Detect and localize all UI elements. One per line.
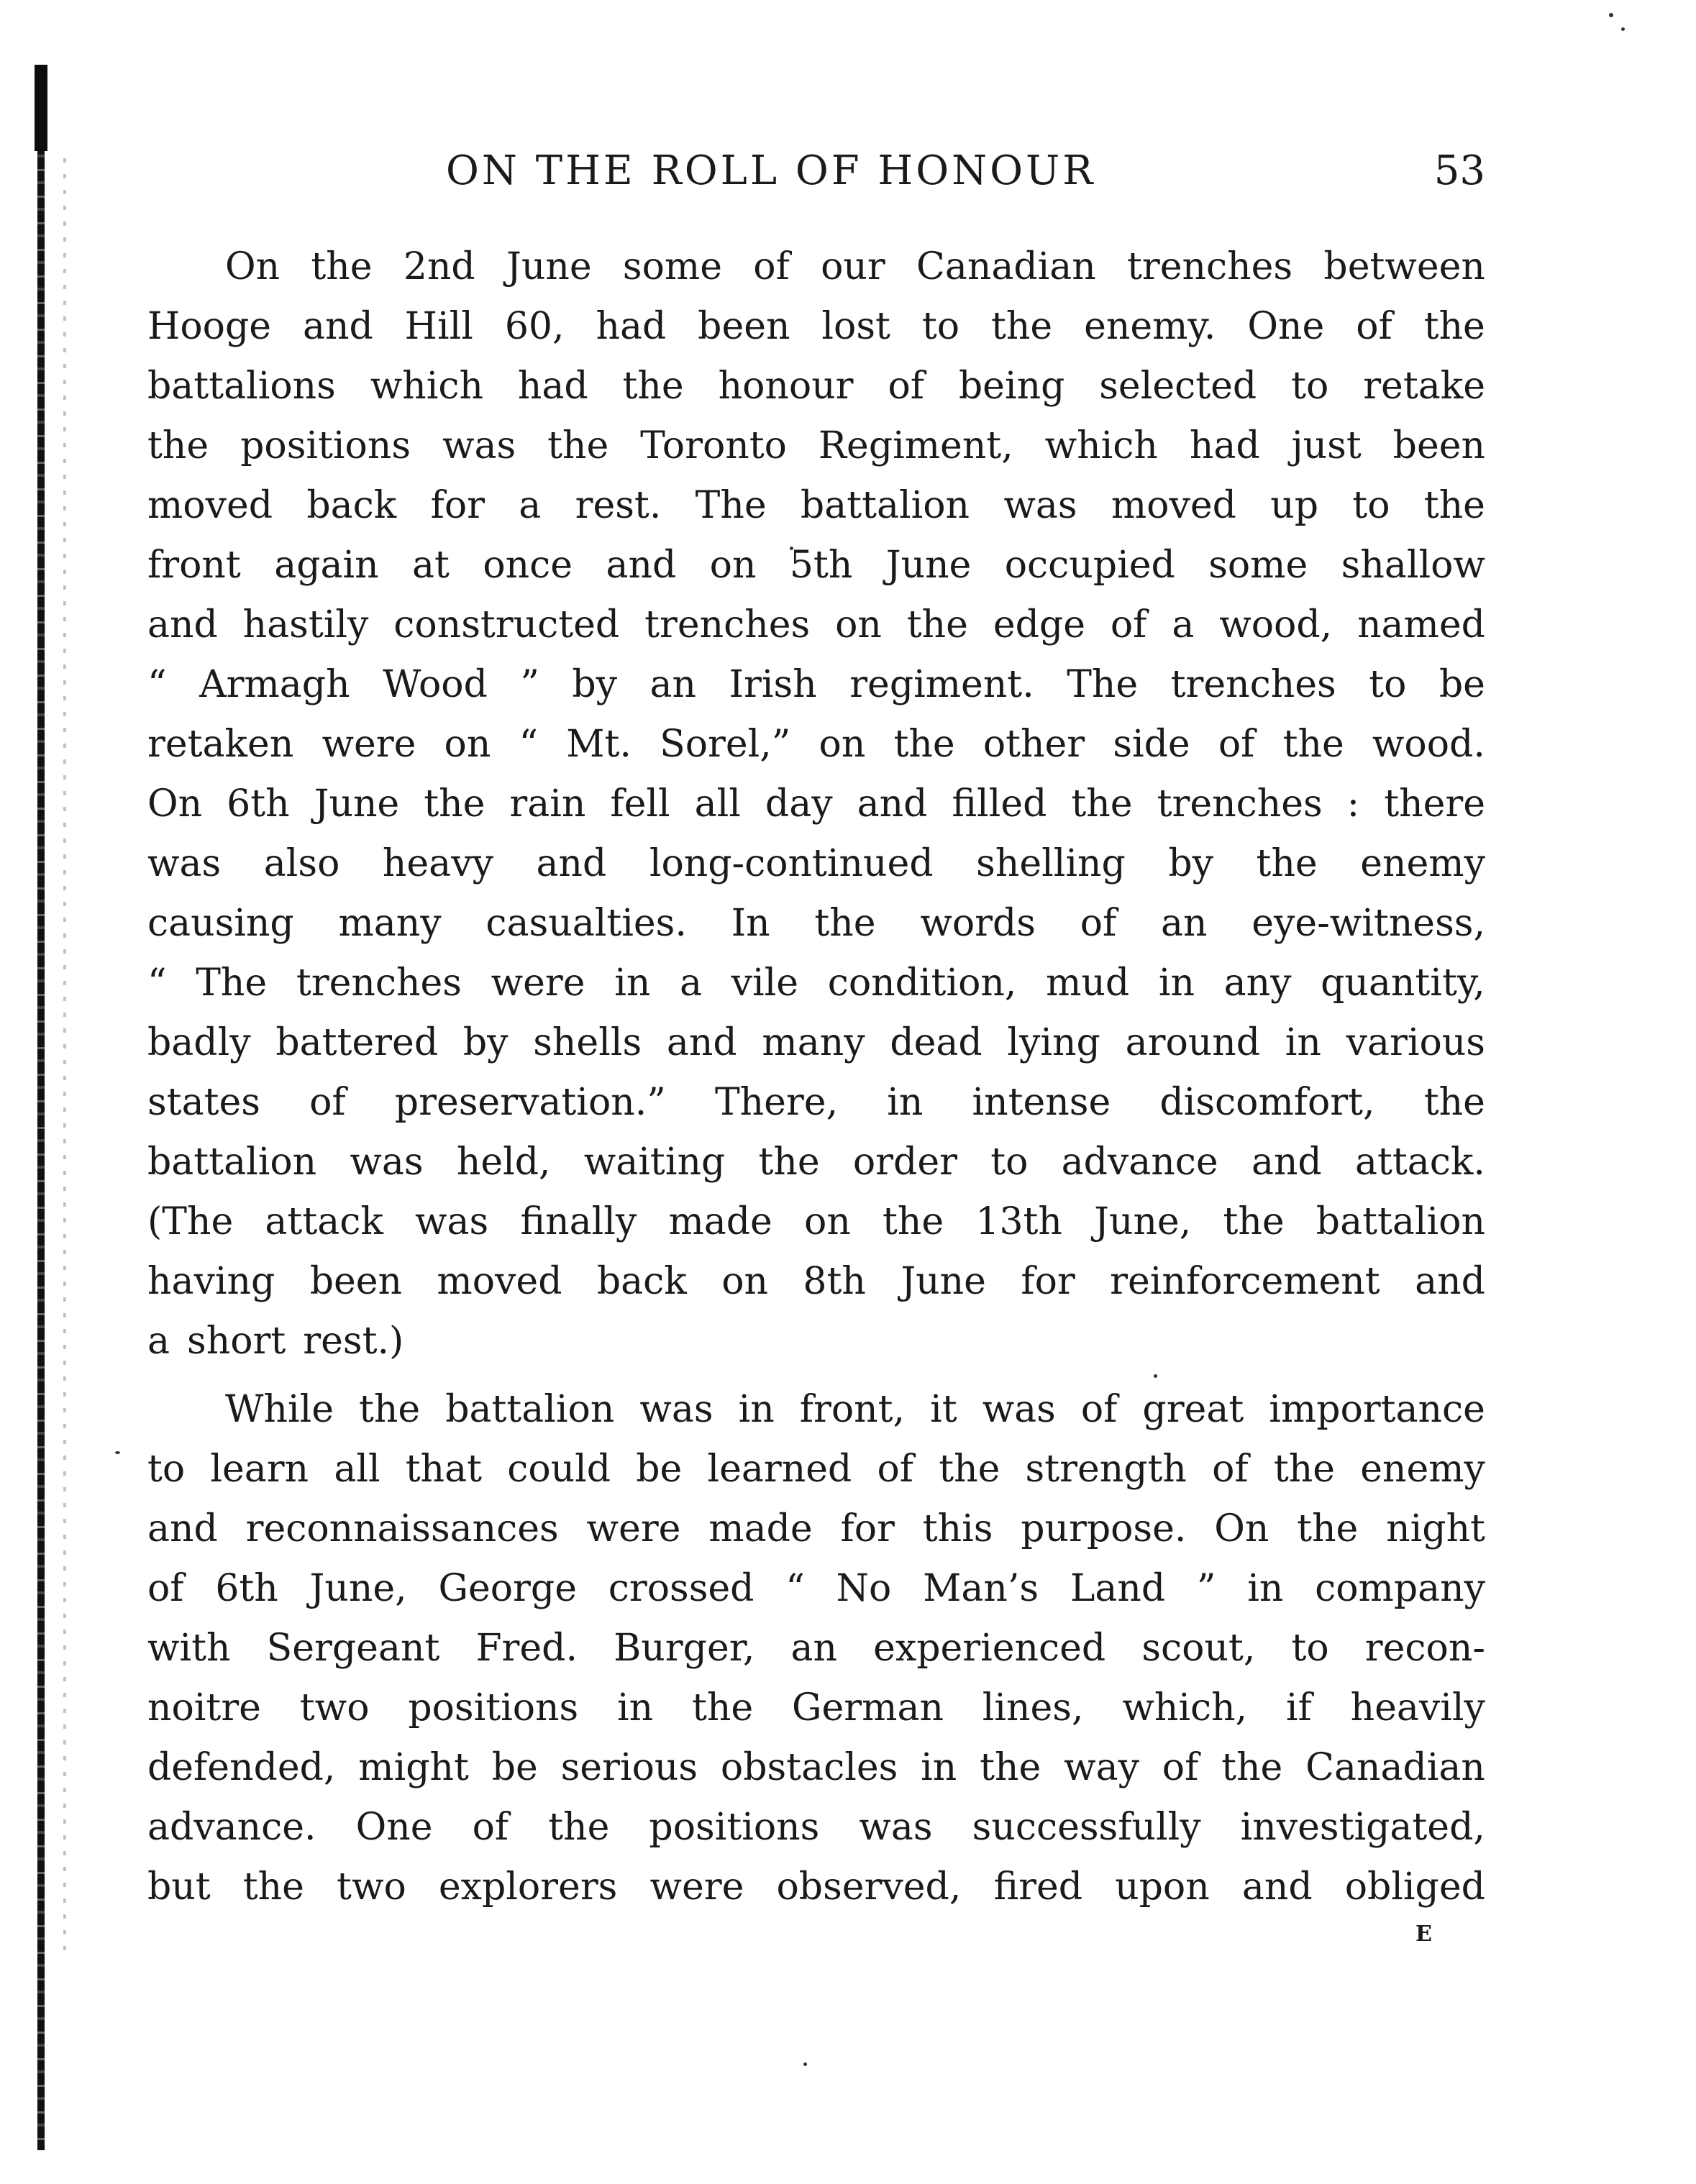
binding-edge-dark bbox=[35, 65, 47, 151]
scan-speck bbox=[115, 1451, 120, 1454]
text-line: states of preservation.” There, in intense discomfort, the bbox=[147, 1081, 1485, 1124]
text-line: causing many casualties. In the words of an eye-witness, bbox=[147, 902, 1485, 945]
binding-edge bbox=[37, 65, 45, 2150]
text-line: the positions was the Toronto Regiment, which had just been bbox=[147, 424, 1485, 467]
text-line: of 6th June, George crossed “ No Man’s Land ” in company bbox=[147, 1567, 1485, 1610]
scan-speck bbox=[1621, 27, 1625, 31]
text-line: with Sergeant Fred. Burger, an experienced scout, to recon- bbox=[147, 1627, 1485, 1670]
text-line: was also heavy and long-continued shelling by the enemy bbox=[147, 842, 1485, 885]
running-title: ON THE ROLL OF HONOUR bbox=[446, 147, 1096, 194]
text-line: badly battered by shells and many dead lying around in various bbox=[147, 1021, 1485, 1064]
text-line: advance. One of the positions was successfully investigated, bbox=[147, 1806, 1485, 1849]
body-text bbox=[147, 237, 1485, 1917]
text-line: retaken were on “ Mt. Sorel,” on the other side of the wood. bbox=[147, 723, 1485, 766]
scan-speck bbox=[1609, 13, 1613, 17]
text-line: Hooge and Hill 60, had been lost to the enemy. One of the bbox=[147, 305, 1485, 348]
text-line: On the 2nd June some of our Canadian trenches between bbox=[225, 245, 1485, 288]
text-line: to learn all that could be learned of the strength of the enemy bbox=[147, 1448, 1485, 1491]
text-line: noitre two positions in the German lines, which, if heavily bbox=[147, 1686, 1485, 1730]
text-line: having been moved back on 8th June for reinforcement and bbox=[147, 1260, 1485, 1303]
text-line: a short rest.) bbox=[147, 1320, 404, 1363]
scan-speck bbox=[803, 2062, 807, 2066]
text-line: “ Armagh Wood ” by an Irish regiment. The trenches to be bbox=[147, 663, 1485, 706]
text-line: front again at once and on 5th June occupied some shallow bbox=[147, 544, 1485, 587]
text-line: battalion was held, waiting the order to advance and attack. bbox=[147, 1141, 1485, 1184]
text-line: On 6th June the rain fell all day and filled the trenches : there bbox=[147, 782, 1485, 826]
paragraph bbox=[147, 237, 1485, 1371]
text-line: and reconnaissances were made for this purpose. On the night bbox=[147, 1507, 1485, 1550]
text-line: (The attack was finally made on the 13th June, the battalion bbox=[147, 1200, 1485, 1243]
text-line: but the two explorers were observed, fired upon and obliged bbox=[147, 1865, 1485, 1909]
binding-shadow bbox=[63, 158, 66, 1956]
text-line: While the battalion was in front, it was of great importance bbox=[225, 1388, 1485, 1431]
page-number: 53 bbox=[1433, 147, 1485, 194]
text-line: defended, might be serious obstacles in the way of the Canadian bbox=[147, 1746, 1485, 1789]
signature-mark: E bbox=[1415, 1922, 1432, 1947]
text-line: battalions which had the honour of being selected to retake bbox=[147, 365, 1485, 408]
paragraph bbox=[147, 1380, 1485, 1917]
text-line: and hastily constructed trenches on the edge of a wood, named bbox=[147, 603, 1485, 646]
running-head bbox=[147, 147, 1485, 205]
text-line: “ The trenches were in a vile condition, mud in any quantity, bbox=[147, 961, 1485, 1005]
text-line: moved back for a rest. The battalion was moved up to the bbox=[147, 484, 1485, 527]
